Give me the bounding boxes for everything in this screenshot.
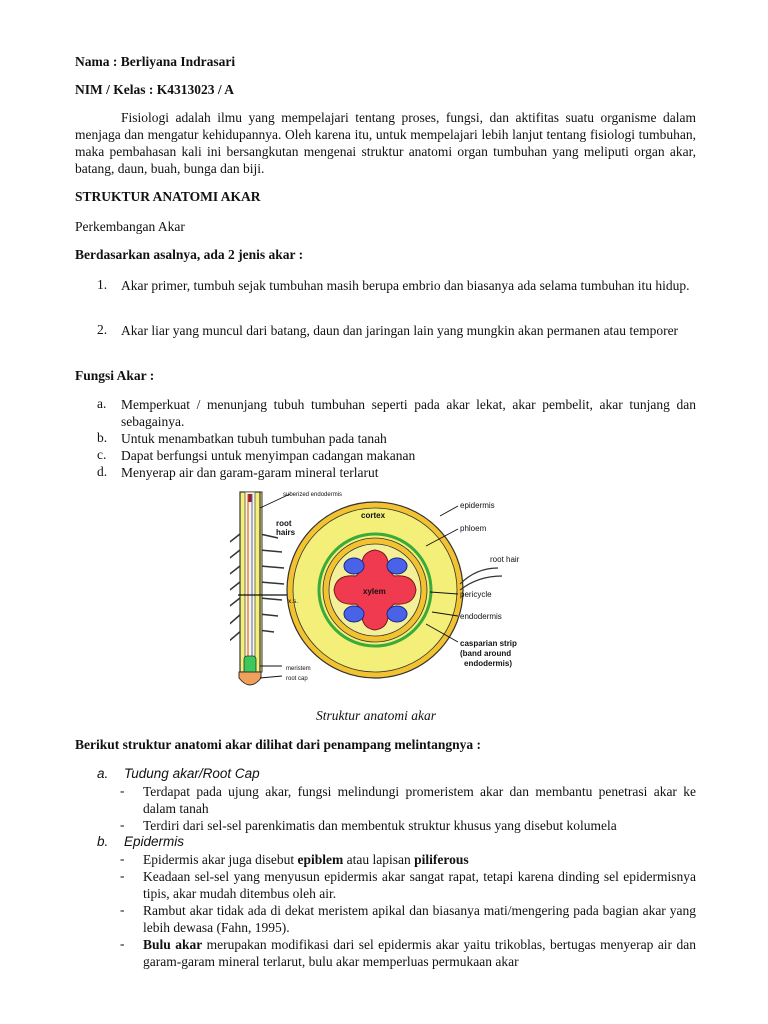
- jenis-item: [75, 277, 696, 294]
- dash-marker: -: [120, 783, 125, 798]
- root-anatomy-figure: [230, 486, 540, 696]
- fungsi-item: [75, 396, 696, 430]
- label-root-hairs: root: [276, 519, 292, 528]
- dash-marker: -: [120, 868, 125, 883]
- term-epiblem: epiblem: [297, 852, 344, 867]
- fungsi-item: [75, 464, 696, 481]
- label-root-hair: root hair: [490, 555, 520, 564]
- label-pericycle: pericycle: [460, 590, 492, 599]
- tudung-heading: [97, 766, 260, 781]
- text-part: atau lapisan: [343, 852, 415, 867]
- jenis-item: [75, 322, 696, 339]
- jenis-heading: Berdasarkan asalnya, ada 2 jenis akar :: [75, 247, 304, 262]
- label-endodermis: endodermis: [460, 612, 502, 621]
- fungsi-item: [75, 447, 696, 464]
- student-name: Nama : Berliyana Indrasari: [75, 54, 236, 69]
- phloem-bundle: [344, 558, 364, 574]
- list-item: [75, 868, 696, 902]
- text-part: merupakan modifikasi dari sel epidermis akar yaitu trikoblas, bertugas menyerap air dan garam-garam mineral terlarut, bulu akar memperluas permukaan akar: [143, 937, 696, 969]
- phloem-bundle: [387, 558, 407, 574]
- list-text: Rambut akar tidak ada di dekat meristem apikal dan biasanya mati/mengering pada bagian akar yang lebih dewasa (Fahn, 1995).: [143, 903, 696, 935]
- list-letter: a.: [97, 396, 107, 411]
- label-xs: x.s.: [288, 598, 299, 605]
- label-meristem: meristem: [286, 666, 311, 672]
- list-text: Untuk menambatkan tubuh tumbuhan pada tanah: [121, 431, 387, 446]
- list-item: [75, 936, 696, 970]
- dash-marker: -: [120, 902, 125, 917]
- figure-caption: Struktur anatomi akar: [316, 708, 436, 723]
- list-item: [75, 902, 696, 936]
- list-letter: d.: [97, 464, 108, 479]
- phloem-bundle: [344, 606, 364, 622]
- dash-marker: -: [120, 936, 125, 951]
- list-letter: c.: [97, 447, 107, 462]
- label-phloem: phloem: [460, 524, 487, 533]
- label-root-hairs: hairs: [276, 528, 296, 537]
- dash-marker: -: [120, 851, 125, 866]
- list-text: Menyerap air dan garam-garam mineral terlarut: [121, 465, 379, 480]
- label-casparian: casparian strip: [460, 639, 517, 648]
- intro-paragraph: Fisiologi adalah ilmu yang mempelajari tentang proses, fungsi, dan aktifitas suatu organisme dalam menjaga dan mengatur kehidupannya. Oleh karena itu, untuk mempelajari lebih lanjut tentang fisiologi tumbuhan, maka pembahasan kali ini bersangkutan mengenai struktur anatomi organ tumbuhan yang meliputi organ akar, batang, daun, buah, bunga dan biji.: [75, 110, 696, 176]
- label-epidermis: epidermis: [460, 501, 495, 510]
- list-text: Terdapat pada ujung akar, fungsi melindungi promeristem akar dan membantu penetrasi akar ke dalam tanah: [143, 784, 696, 816]
- berikut-heading: Berikut struktur anatomi akar dilihat dari penampang melintangnya :: [75, 737, 482, 752]
- label-casparian: endodermis): [464, 659, 513, 668]
- list-item: [75, 783, 696, 817]
- list-text: Akar liar yang muncul dari batang, daun dan jaringan lain yang mungkin akan permanen atau temporer: [121, 323, 679, 338]
- dash-marker: -: [120, 817, 125, 832]
- list-text: Akar primer, tumbuh sejak tumbuhan masih berupa embrio dan biasanya ada selama tumbuhan itu hidup.: [121, 278, 690, 293]
- list-text: Memperkuat / menunjang tubuh tumbuhan seperti pada akar lekat, akar pembelit, akar tunjang dan sebagainya.: [121, 397, 696, 429]
- term-bulu-akar: Bulu akar: [143, 937, 203, 952]
- list-number: 1.: [97, 277, 108, 292]
- list-letter: b.: [97, 430, 108, 445]
- list-text: [143, 936, 696, 970]
- list-item: [75, 851, 696, 868]
- label-casparian: (band around: [460, 649, 512, 658]
- epidermis-heading: [97, 834, 184, 849]
- fungsi-heading: Fungsi Akar :: [75, 368, 155, 383]
- section-title: STRUKTUR ANATOMI AKAR: [75, 189, 261, 204]
- list-item: [75, 817, 696, 834]
- student-nim: NIM / Kelas : K4313023 / A: [75, 82, 234, 97]
- phloem-bundle: [387, 606, 407, 622]
- list-text: [143, 851, 696, 868]
- label-xylem: xylem: [363, 587, 386, 596]
- tudung-title: Tudung akar/Root Cap: [124, 766, 260, 781]
- text-part: Epidermis akar juga disebut: [143, 852, 298, 867]
- epidermis-title: Epidermis: [124, 834, 185, 849]
- tudung-letter: a.: [97, 766, 109, 781]
- label-root-cap: root cap: [286, 676, 308, 682]
- list-text: Dapat berfungsi untuk menyimpan cadangan makanan: [121, 448, 416, 463]
- list-number: 2.: [97, 322, 108, 337]
- label-cortex: cortex: [361, 511, 386, 520]
- list-text: Keadaan sel-sel yang menyusun epidermis akar sangat rapat, tetapi karena dinding sel epidermisnya tipis, akar mudah ditembus oleh air.: [143, 869, 696, 901]
- label-suberized: suberized endodermis: [283, 492, 343, 498]
- fungsi-item: [75, 430, 696, 447]
- list-text: Terdiri dari sel-sel parenkimatis dan membentuk struktur khusus yang disebut kolumela: [143, 818, 617, 833]
- epidermis-letter: b.: [97, 834, 109, 849]
- subsection-title: Perkembangan Akar: [75, 219, 185, 234]
- term-piliferous: piliferous: [414, 852, 469, 867]
